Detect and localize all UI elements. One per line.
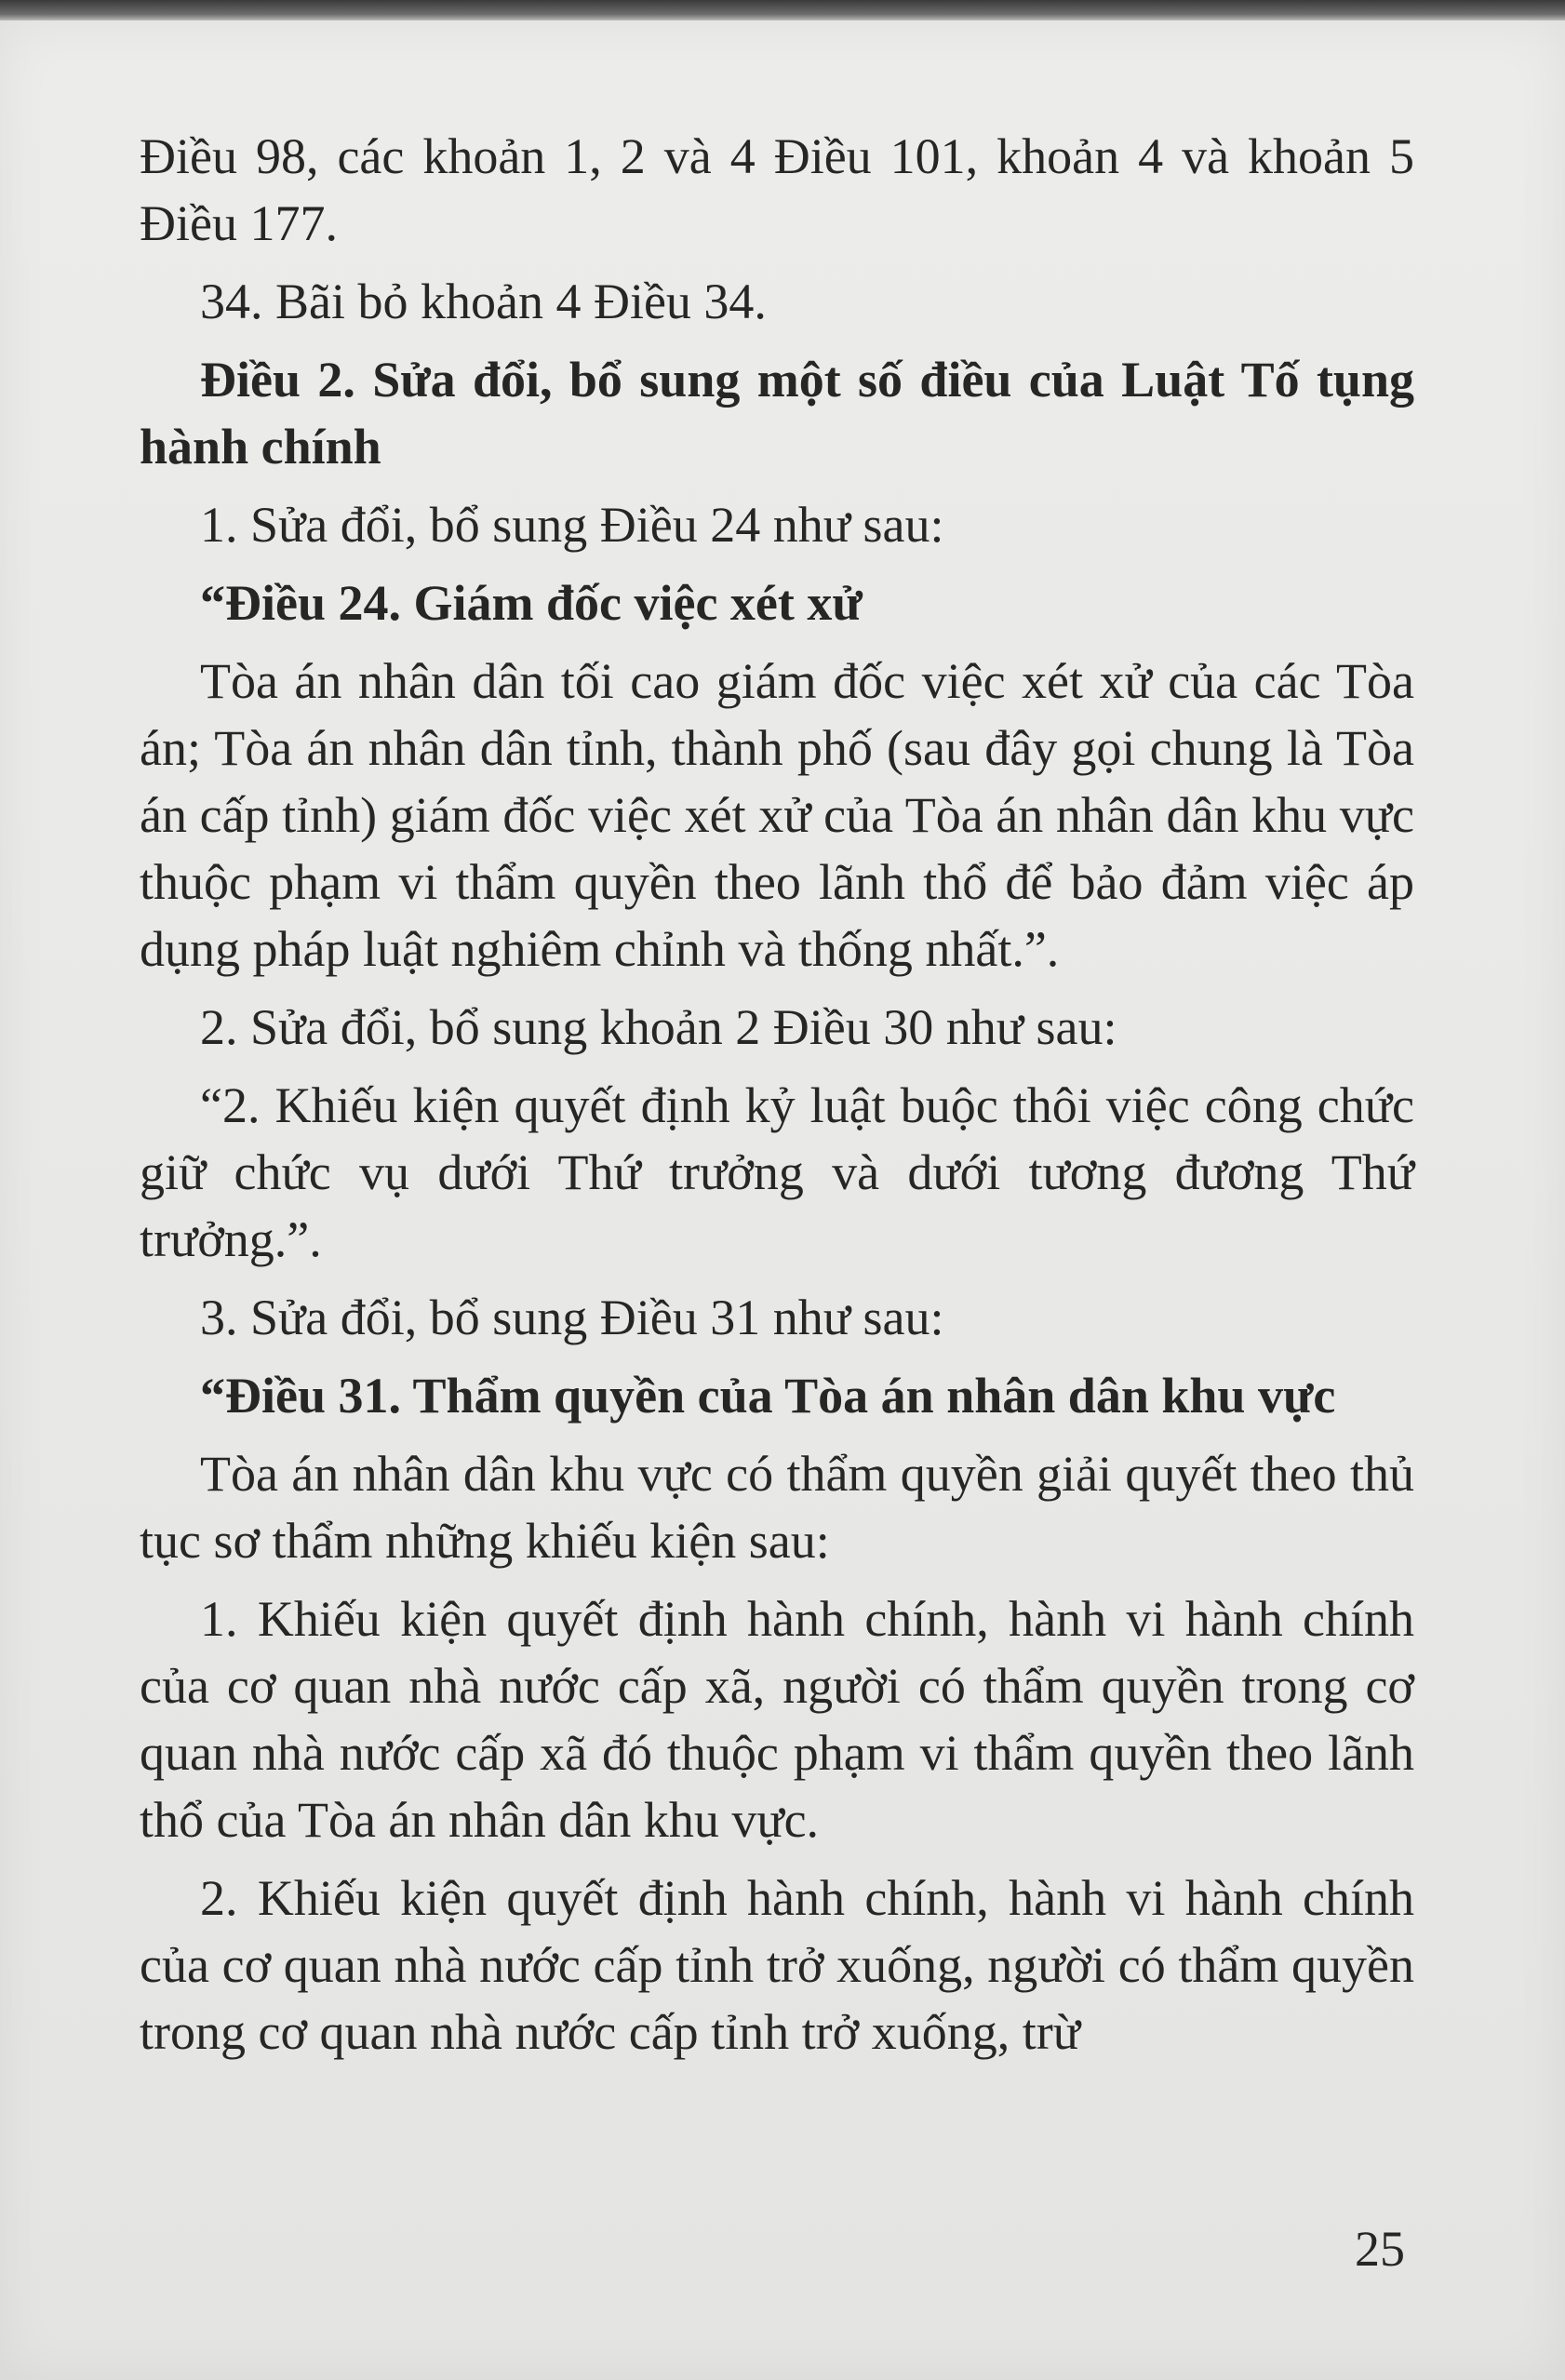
article-31-heading: “Điều 31. Thẩm quyền của Tòa án nhân dân khu vực (200, 1368, 1336, 1424)
article-24-body: Tòa án nhân dân tối cao giám đốc việc xét xử của các Tòa án; Tòa án nhân dân tỉnh, thành phố (sau đây gọi chung là Tòa án cấp tỉnh) giám đốc việc xét xử của Tòa án nhân dân khu vực thuộc phạm vi thẩm quyền theo lãnh thổ để bảo đảm việc áp dụng pháp luật nghiêm chỉnh và thống nhất.”. (140, 653, 1414, 977)
paragraph-item-3: 3. Sửa đổi, bổ sung Điều 31 như sau: (200, 1290, 944, 1345)
article-31-intro: Tòa án nhân dân khu vực có thẩm quyền giải quyết theo thủ tục sơ thẩm những khiếu kiện sau: (140, 1446, 1414, 1569)
book-page (0, 20, 1565, 2380)
page-number: 25 (1355, 2221, 1405, 2277)
book-edge-shadow (0, 0, 1565, 20)
paragraph-item-34: 34. Bãi bỏ khoản 4 Điều 34. (200, 274, 767, 329)
article-31-clause-2: 2. Khiếu kiện quyết định hành chính, hành vi hành chính của cơ quan nhà nước cấp tỉnh trở xuống, người có thẩm quyền trong cơ quan nhà nước cấp tỉnh trở xuống, trừ (140, 1870, 1414, 2060)
page-text (140, 123, 1414, 2077)
paragraph-item-1: 1. Sửa đổi, bổ sung Điều 24 như sau: (200, 497, 944, 553)
clause-2-quote: “2. Khiếu kiện quyết định kỷ luật buộc thôi việc công chức giữ chức vụ dưới Thứ trưởng và dưới tương đương Thứ trưởng.”. (140, 1077, 1414, 1267)
article-2-heading: Điều 2. Sửa đổi, bổ sung một số điều của Luật Tố tụng hành chính (140, 352, 1414, 475)
paragraph-item-2: 2. Sửa đổi, bổ sung khoản 2 Điều 30 như sau: (200, 999, 1117, 1055)
article-31-clause-1: 1. Khiếu kiện quyết định hành chính, hành vi hành chính của cơ quan nhà nước cấp xã, người có thẩm quyền trong cơ quan nhà nước cấp xã đó thuộc phạm vi thẩm quyền theo lãnh thổ của Tòa án nhân dân khu vực. (140, 1591, 1414, 1848)
paragraph-continuation: Điều 98, các khoản 1, 2 và 4 Điều 101, khoản 4 và khoản 5 Điều 177. (140, 128, 1414, 251)
article-24-heading: “Điều 24. Giám đốc việc xét xử (200, 575, 863, 631)
